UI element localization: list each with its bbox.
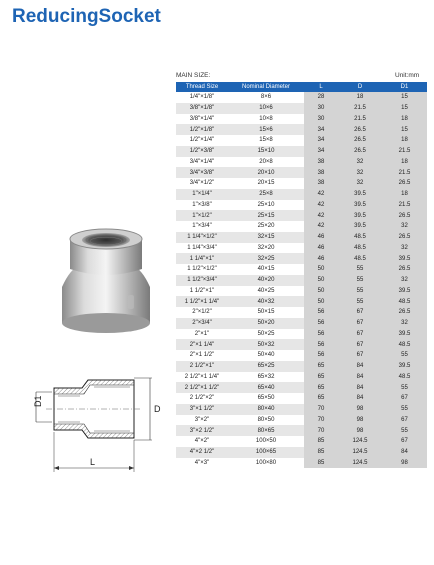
cell-d1: 32 bbox=[382, 318, 427, 329]
cell-l: 70 bbox=[304, 415, 338, 426]
table-row bbox=[176, 447, 427, 458]
cell-thread-size: 1"×3/8" bbox=[176, 200, 228, 211]
cell-d1: 21.5 bbox=[382, 200, 427, 211]
cell-nominal-diameter: 40×20 bbox=[228, 275, 304, 286]
cell-d1: 18 bbox=[382, 135, 427, 146]
cell-d: 32 bbox=[338, 178, 382, 189]
cell-thread-size: 3/4"×1/4" bbox=[176, 157, 228, 168]
cell-thread-size: 1 1/2"×1/2" bbox=[176, 264, 228, 275]
table-row bbox=[176, 210, 427, 221]
cell-d1: 15 bbox=[382, 92, 427, 103]
table-row bbox=[176, 286, 427, 297]
cell-thread-size: 4"×3" bbox=[176, 458, 228, 469]
cell-thread-size: 2 1/2"×1 1/4" bbox=[176, 372, 228, 383]
page-title: ReducingSocket bbox=[12, 6, 161, 27]
cell-nominal-diameter: 100×50 bbox=[228, 436, 304, 447]
cell-nominal-diameter: 40×25 bbox=[228, 286, 304, 297]
cell-d1: 39.5 bbox=[382, 361, 427, 372]
cell-d: 55 bbox=[338, 286, 382, 297]
table-row bbox=[176, 200, 427, 211]
label-d: D bbox=[154, 404, 161, 414]
cell-d: 84 bbox=[338, 382, 382, 393]
table-row bbox=[176, 103, 427, 114]
cell-l: 42 bbox=[304, 210, 338, 221]
cell-d1: 32 bbox=[382, 221, 427, 232]
cell-nominal-diameter: 20×15 bbox=[228, 178, 304, 189]
cell-thread-size: 3"×1 1/2" bbox=[176, 404, 228, 415]
cell-d: 55 bbox=[338, 296, 382, 307]
cell-d1: 18 bbox=[382, 157, 427, 168]
table-row bbox=[176, 114, 427, 125]
table-row bbox=[176, 264, 427, 275]
table-row bbox=[176, 146, 427, 157]
cell-thread-size: 1/2"×1/4" bbox=[176, 135, 228, 146]
cell-l: 65 bbox=[304, 372, 338, 383]
header-thread-size: Thread Size bbox=[176, 82, 228, 92]
cell-d: 26.5 bbox=[338, 135, 382, 146]
cell-thread-size: 1/2"×1/8" bbox=[176, 124, 228, 135]
cell-l: 34 bbox=[304, 135, 338, 146]
cell-nominal-diameter: 65×40 bbox=[228, 382, 304, 393]
table-row bbox=[176, 221, 427, 232]
cell-d: 48.5 bbox=[338, 253, 382, 264]
cell-d1: 21.5 bbox=[382, 167, 427, 178]
table-row bbox=[176, 157, 427, 168]
header-d: D bbox=[338, 82, 382, 92]
cell-l: 46 bbox=[304, 253, 338, 264]
cell-nominal-diameter: 40×15 bbox=[228, 264, 304, 275]
cell-d1: 21.5 bbox=[382, 146, 427, 157]
table-row bbox=[176, 135, 427, 146]
cell-nominal-diameter: 20×8 bbox=[228, 157, 304, 168]
cell-l: 34 bbox=[304, 124, 338, 135]
cell-l: 65 bbox=[304, 361, 338, 372]
cell-d1: 26.5 bbox=[382, 264, 427, 275]
table-row bbox=[176, 372, 427, 383]
table-row bbox=[176, 339, 427, 350]
cell-thread-size: 3/4"×1/2" bbox=[176, 178, 228, 189]
cell-l: 85 bbox=[304, 458, 338, 469]
label-l: L bbox=[90, 457, 96, 467]
cell-thread-size: 3"×2" bbox=[176, 415, 228, 426]
cell-nominal-diameter: 50×32 bbox=[228, 339, 304, 350]
cell-d: 26.5 bbox=[338, 124, 382, 135]
cell-d1: 55 bbox=[382, 425, 427, 436]
cell-d1: 67 bbox=[382, 393, 427, 404]
cell-nominal-diameter: 65×32 bbox=[228, 372, 304, 383]
cell-thread-size: 3"×2 1/2" bbox=[176, 425, 228, 436]
cell-d: 98 bbox=[338, 404, 382, 415]
cell-d: 84 bbox=[338, 393, 382, 404]
cell-d1: 48.5 bbox=[382, 296, 427, 307]
table-row bbox=[176, 415, 427, 426]
unit-label: Unit:mm bbox=[395, 72, 420, 79]
cell-l: 85 bbox=[304, 447, 338, 458]
cell-d1: 84 bbox=[382, 447, 427, 458]
cell-d: 98 bbox=[338, 415, 382, 426]
cell-d: 39.5 bbox=[338, 210, 382, 221]
table-row bbox=[176, 232, 427, 243]
table-row bbox=[176, 361, 427, 372]
cell-thread-size: 1 1/2"×1" bbox=[176, 286, 228, 297]
cell-l: 56 bbox=[304, 307, 338, 318]
cell-nominal-diameter: 15×10 bbox=[228, 146, 304, 157]
cell-thread-size: 2"×3/4" bbox=[176, 318, 228, 329]
cell-d1: 26.5 bbox=[382, 178, 427, 189]
cell-l: 56 bbox=[304, 339, 338, 350]
cell-d1: 67 bbox=[382, 415, 427, 426]
table-row bbox=[176, 124, 427, 135]
cell-thread-size: 2"×1 1/4" bbox=[176, 339, 228, 350]
cell-thread-size: 1"×1/2" bbox=[176, 210, 228, 221]
cell-l: 50 bbox=[304, 296, 338, 307]
cell-thread-size: 1 1/2"×1 1/4" bbox=[176, 296, 228, 307]
cell-l: 46 bbox=[304, 243, 338, 254]
cell-l: 70 bbox=[304, 425, 338, 436]
cell-d1: 48.5 bbox=[382, 339, 427, 350]
cell-nominal-diameter: 65×25 bbox=[228, 361, 304, 372]
cell-d: 39.5 bbox=[338, 221, 382, 232]
cell-l: 56 bbox=[304, 350, 338, 361]
cell-nominal-diameter: 25×10 bbox=[228, 200, 304, 211]
table-row bbox=[176, 253, 427, 264]
table-row bbox=[176, 307, 427, 318]
header-nominal-diameter: Nominal Diameter bbox=[228, 82, 304, 92]
cell-d1: 39.5 bbox=[382, 329, 427, 340]
table-row bbox=[176, 404, 427, 415]
cell-l: 70 bbox=[304, 404, 338, 415]
cell-nominal-diameter: 32×25 bbox=[228, 253, 304, 264]
cell-d1: 32 bbox=[382, 275, 427, 286]
cell-d1: 55 bbox=[382, 404, 427, 415]
cell-d: 124.5 bbox=[338, 447, 382, 458]
cell-l: 65 bbox=[304, 382, 338, 393]
cell-thread-size: 2"×1/2" bbox=[176, 307, 228, 318]
cell-l: 65 bbox=[304, 393, 338, 404]
cell-d: 18 bbox=[338, 92, 382, 103]
cell-nominal-diameter: 80×50 bbox=[228, 415, 304, 426]
cell-d1: 15 bbox=[382, 103, 427, 114]
cell-d1: 15 bbox=[382, 124, 427, 135]
cell-l: 85 bbox=[304, 436, 338, 447]
cell-d: 55 bbox=[338, 264, 382, 275]
cell-d: 67 bbox=[338, 329, 382, 340]
cell-nominal-diameter: 80×40 bbox=[228, 404, 304, 415]
cell-d: 67 bbox=[338, 318, 382, 329]
cell-nominal-diameter: 100×80 bbox=[228, 458, 304, 469]
cell-d1: 67 bbox=[382, 436, 427, 447]
cell-d: 67 bbox=[338, 350, 382, 361]
table-row bbox=[176, 243, 427, 254]
cell-d: 32 bbox=[338, 157, 382, 168]
cell-l: 50 bbox=[304, 275, 338, 286]
cell-l: 42 bbox=[304, 189, 338, 200]
cell-nominal-diameter: 80×65 bbox=[228, 425, 304, 436]
product-photo bbox=[56, 225, 156, 345]
cell-d: 55 bbox=[338, 275, 382, 286]
cell-l: 30 bbox=[304, 103, 338, 114]
cell-nominal-diameter: 40×32 bbox=[228, 296, 304, 307]
table-row bbox=[176, 393, 427, 404]
cell-d1: 26.5 bbox=[382, 232, 427, 243]
cell-thread-size: 2"×1" bbox=[176, 329, 228, 340]
cell-nominal-diameter: 25×15 bbox=[228, 210, 304, 221]
cell-thread-size: 3/8"×1/8" bbox=[176, 103, 228, 114]
cell-thread-size: 1 1/4"×1/2" bbox=[176, 232, 228, 243]
cell-l: 50 bbox=[304, 264, 338, 275]
cell-l: 56 bbox=[304, 318, 338, 329]
table-row bbox=[176, 382, 427, 393]
cell-d1: 55 bbox=[382, 350, 427, 361]
cell-thread-size: 1"×3/4" bbox=[176, 221, 228, 232]
cell-d: 124.5 bbox=[338, 436, 382, 447]
cell-d: 84 bbox=[338, 372, 382, 383]
cell-nominal-diameter: 100×65 bbox=[228, 447, 304, 458]
table-row bbox=[176, 458, 427, 469]
cell-d1: 32 bbox=[382, 243, 427, 254]
table-row bbox=[176, 329, 427, 340]
cell-thread-size: 2"×1 1/2" bbox=[176, 350, 228, 361]
cell-nominal-diameter: 15×8 bbox=[228, 135, 304, 146]
cell-thread-size: 4"×2 1/2" bbox=[176, 447, 228, 458]
cell-thread-size: 2 1/2"×1" bbox=[176, 361, 228, 372]
cell-nominal-diameter: 10×8 bbox=[228, 114, 304, 125]
header-d1: D1 bbox=[382, 82, 427, 92]
table-header-row bbox=[176, 82, 427, 92]
cell-d: 98 bbox=[338, 425, 382, 436]
table-row bbox=[176, 189, 427, 200]
cell-l: 38 bbox=[304, 157, 338, 168]
cell-l: 56 bbox=[304, 329, 338, 340]
cell-d: 124.5 bbox=[338, 458, 382, 469]
cell-thread-size: 3/8"×1/4" bbox=[176, 114, 228, 125]
cell-thread-size: 2 1/2"×2" bbox=[176, 393, 228, 404]
cell-nominal-diameter: 25×20 bbox=[228, 221, 304, 232]
cell-d: 67 bbox=[338, 339, 382, 350]
cell-d1: 98 bbox=[382, 458, 427, 469]
cell-d: 39.5 bbox=[338, 189, 382, 200]
cell-d1: 48.5 bbox=[382, 372, 427, 383]
table-row bbox=[176, 436, 427, 447]
cell-d1: 18 bbox=[382, 189, 427, 200]
table-row bbox=[176, 178, 427, 189]
cell-d: 21.5 bbox=[338, 114, 382, 125]
cell-nominal-diameter: 32×15 bbox=[228, 232, 304, 243]
table-row bbox=[176, 296, 427, 307]
cell-d1: 26.5 bbox=[382, 307, 427, 318]
cell-nominal-diameter: 65×50 bbox=[228, 393, 304, 404]
cell-l: 38 bbox=[304, 167, 338, 178]
cell-l: 28 bbox=[304, 92, 338, 103]
table-row bbox=[176, 350, 427, 361]
main-size-label: MAIN SIZE: bbox=[176, 72, 211, 79]
cell-d: 67 bbox=[338, 307, 382, 318]
label-d1: D1 bbox=[33, 395, 43, 407]
cell-d: 39.5 bbox=[338, 200, 382, 211]
header-l: L bbox=[304, 82, 338, 92]
table-row bbox=[176, 275, 427, 286]
section-drawing bbox=[22, 370, 172, 485]
table-body bbox=[176, 92, 427, 468]
table-row bbox=[176, 318, 427, 329]
cell-l: 30 bbox=[304, 114, 338, 125]
cell-d1: 39.5 bbox=[382, 286, 427, 297]
cell-nominal-diameter: 32×20 bbox=[228, 243, 304, 254]
cell-nominal-diameter: 50×20 bbox=[228, 318, 304, 329]
cell-d: 48.5 bbox=[338, 232, 382, 243]
cell-d: 48.5 bbox=[338, 243, 382, 254]
table-row bbox=[176, 167, 427, 178]
table-row bbox=[176, 92, 427, 103]
cell-d: 26.5 bbox=[338, 146, 382, 157]
cell-l: 38 bbox=[304, 178, 338, 189]
spec-table bbox=[176, 82, 427, 468]
cell-d: 21.5 bbox=[338, 103, 382, 114]
cell-l: 50 bbox=[304, 286, 338, 297]
cell-nominal-diameter: 25×8 bbox=[228, 189, 304, 200]
cell-nominal-diameter: 20×10 bbox=[228, 167, 304, 178]
cell-l: 46 bbox=[304, 232, 338, 243]
cell-d: 84 bbox=[338, 361, 382, 372]
cell-thread-size: 1/4"×1/8" bbox=[176, 92, 228, 103]
cell-nominal-diameter: 50×25 bbox=[228, 329, 304, 340]
cell-nominal-diameter: 8×6 bbox=[228, 92, 304, 103]
cell-d1: 55 bbox=[382, 382, 427, 393]
cell-d1: 26.5 bbox=[382, 210, 427, 221]
cell-thread-size: 1 1/2"×3/4" bbox=[176, 275, 228, 286]
cell-thread-size: 1/2"×3/8" bbox=[176, 146, 228, 157]
cell-l: 42 bbox=[304, 200, 338, 211]
cell-d: 32 bbox=[338, 167, 382, 178]
cell-d1: 39.5 bbox=[382, 253, 427, 264]
cell-thread-size: 1"×1/4" bbox=[176, 189, 228, 200]
cell-thread-size: 3/4"×3/8" bbox=[176, 167, 228, 178]
cell-nominal-diameter: 50×40 bbox=[228, 350, 304, 361]
table-row bbox=[176, 425, 427, 436]
cell-l: 42 bbox=[304, 221, 338, 232]
cell-l: 34 bbox=[304, 146, 338, 157]
cell-thread-size: 4"×2" bbox=[176, 436, 228, 447]
cell-thread-size: 1 1/4"×1" bbox=[176, 253, 228, 264]
cell-d1: 18 bbox=[382, 114, 427, 125]
cell-nominal-diameter: 10×6 bbox=[228, 103, 304, 114]
cell-nominal-diameter: 15×6 bbox=[228, 124, 304, 135]
cell-thread-size: 1 1/4"×3/4" bbox=[176, 243, 228, 254]
cell-nominal-diameter: 50×15 bbox=[228, 307, 304, 318]
cell-thread-size: 2 1/2"×1 1/2" bbox=[176, 382, 228, 393]
